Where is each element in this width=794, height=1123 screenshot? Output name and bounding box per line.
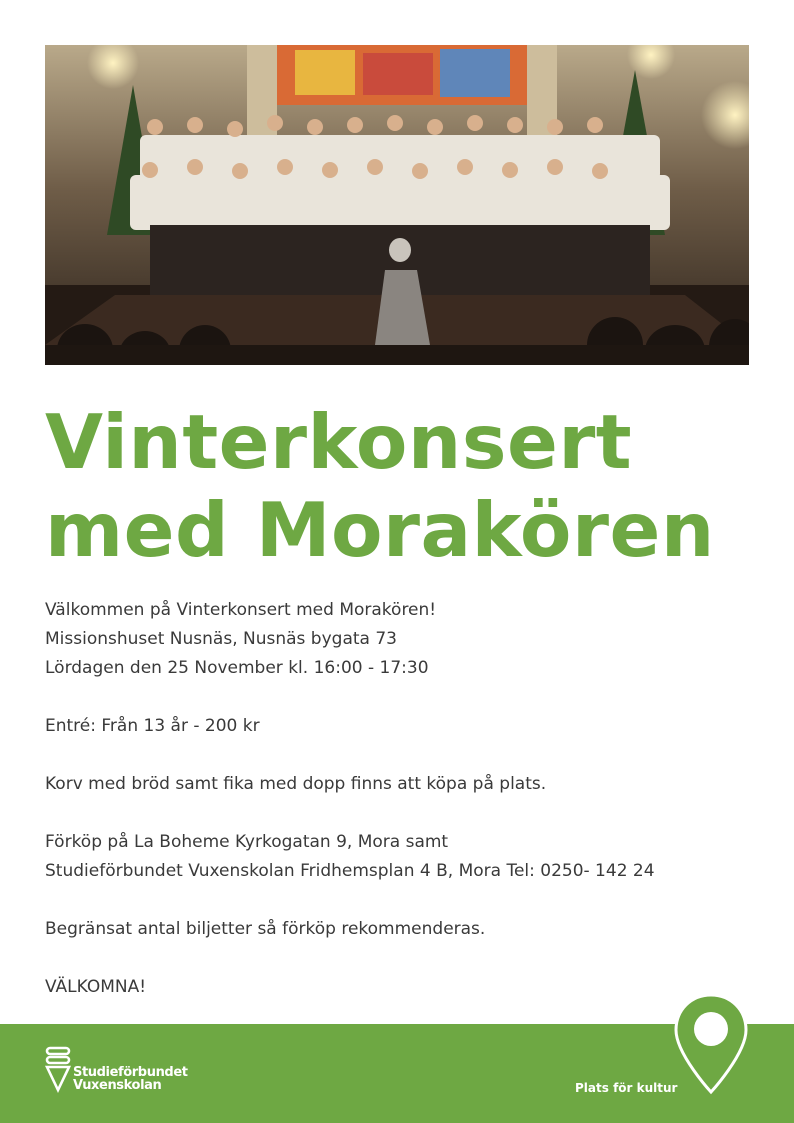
title-line-2: med Morakören (45, 486, 715, 574)
closing-text: VÄLKOMNA! (45, 977, 147, 997)
title-line-1: Vinterkonsert (45, 398, 633, 486)
tagline: Plats för kultur (575, 1081, 678, 1095)
choir-concert-photo (45, 45, 749, 365)
spacer (45, 886, 745, 915)
presale-text-2: Studieförbundet Vuxenskolan Fridhemsplan 4 B, Mora Tel: 0250- 142 24 (45, 861, 655, 881)
logo-line-1: Studieförbundet (73, 1065, 188, 1080)
spacer (45, 944, 745, 973)
datetime-text: Lördagen den 25 November kl. 16:00 - 17:30 (45, 658, 429, 678)
spacer (45, 741, 745, 770)
presale-text-1: Förköp på La Boheme Kyrkogatan 9, Mora samt (45, 832, 449, 852)
event-details (45, 596, 745, 1002)
logo-line-2: Vuxenskolan (73, 1078, 162, 1093)
venue-text: Missionshuset Nusnäs, Nusnäs bygata 73 (45, 629, 397, 649)
location-pin-icon (672, 992, 750, 1096)
food-text: Korv med bröd samt fika med dopp finns att köpa på plats. (45, 774, 547, 794)
welcome-text: Välkommen på Vinterkonsert med Morakören! (45, 600, 437, 620)
spacer (45, 799, 745, 828)
logo-text (73, 1066, 188, 1092)
spacer (45, 683, 745, 712)
poster-title (45, 398, 715, 574)
entry-price-text: Entré: Från 13 år - 200 kr (45, 716, 260, 736)
limited-tickets-text: Begränsat antal biljetter så förköp rekommenderas. (45, 919, 486, 939)
